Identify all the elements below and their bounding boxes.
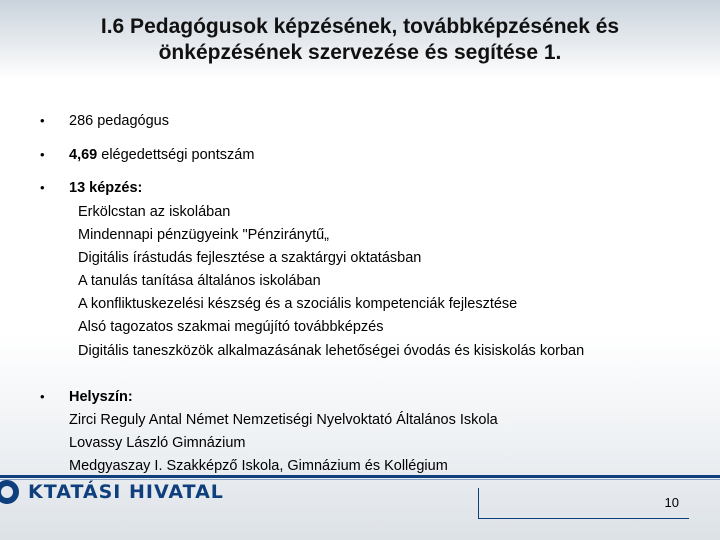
page-number: 10 xyxy=(664,495,679,510)
training-item: Digitális írástudás fejlesztése a szaktárgyi oktatásban xyxy=(78,250,422,266)
oktatasi-hivatal-logo xyxy=(0,478,224,506)
location-item: Medgyaszay I. Szakképző Iskola, Gimnázium és Kollégium xyxy=(69,458,448,474)
training-item: Mindennapi pénzügyeink "Pénziránytű„ xyxy=(78,227,329,243)
trainings-heading: 13 képzés: xyxy=(69,180,143,196)
training-item: A tanulás tanítása általános iskolában xyxy=(78,273,321,289)
circle-o-icon xyxy=(0,479,26,505)
training-item: Erkölcstan az iskolában xyxy=(78,204,231,220)
satisfaction-score: 4,69 xyxy=(69,147,98,163)
training-item: Alsó tagozatos szakmai megújító továbbképzés xyxy=(78,319,384,335)
page-number-box xyxy=(478,488,689,519)
training-item: A konfliktuskezelési készség és a szociális kompetenciák fejlesztése xyxy=(78,296,518,312)
bullet-marker: • xyxy=(40,113,45,128)
satisfaction-label: elégedettségi pontszám xyxy=(97,147,255,163)
title-line-2: önképzésének szervezése és segítése 1. xyxy=(158,41,562,64)
bullet-marker: • xyxy=(40,180,45,195)
location-item: Lovassy László Gimnázium xyxy=(69,435,246,451)
slide-title xyxy=(40,14,680,66)
bullet-marker: • xyxy=(40,389,45,404)
locations-heading: Helyszín: xyxy=(69,389,133,405)
bullet-marker: • xyxy=(40,147,45,162)
location-item: Zirci Reguly Antal Német Nemzetiségi Nyelvoktató Általános Iskola xyxy=(69,412,498,428)
satisfaction-line xyxy=(69,146,254,164)
title-line-1: I.6 Pedagógusok képzésének, továbbképzésének és xyxy=(100,15,620,38)
training-item: Digitális taneszközök alkalmazásának lehetőségei óvodás és kisiskolás korban xyxy=(78,343,585,359)
teachers-count: 286 pedagógus xyxy=(69,113,169,129)
logo-text: KTATÁSI HIVATAL xyxy=(28,481,224,503)
